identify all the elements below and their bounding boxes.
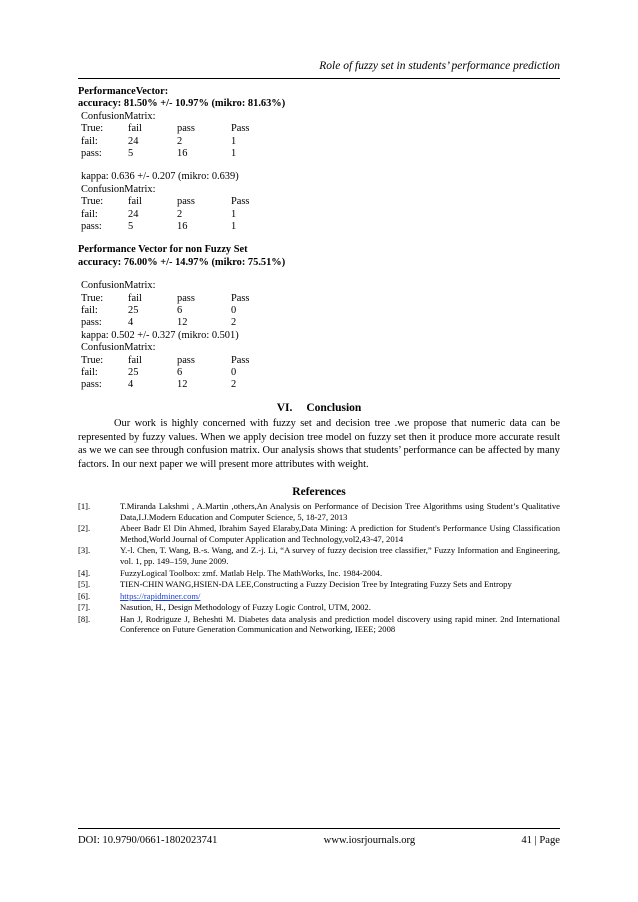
matrix-cell: fail [128, 196, 142, 208]
reference-item [78, 591, 560, 602]
reference-number: [6]. [78, 590, 91, 601]
fuzzy-kappa-block [78, 171, 560, 233]
matrix-cell: 16 [177, 148, 188, 159]
matrix-cell: 5 [128, 148, 134, 159]
matrix-cell: 2 [231, 317, 237, 329]
page-body [78, 86, 560, 636]
fuzzy-accuracy: accuracy: 81.50% +/- 10.97% (mikro: 81.63%) [78, 98, 286, 110]
confusion-matrix-label: ConfusionMatrix: [81, 280, 156, 292]
confusion-matrix-label: ConfusionMatrix: [81, 183, 156, 195]
confusion-matrix-label: ConfusionMatrix: [81, 342, 156, 354]
matrix-cell: 16 [177, 220, 188, 232]
spacer [78, 233, 560, 244]
matrix-row [81, 136, 560, 148]
matrix-cell: 12 [177, 317, 188, 329]
matrix-row [81, 379, 560, 391]
matrix-row [81, 209, 560, 221]
matrix-cell: 2 [231, 379, 237, 391]
section-number: VI. [276, 401, 293, 414]
matrix-cell: True: [81, 292, 104, 304]
reference-item [78, 523, 560, 544]
matrix-cell: 2 [177, 208, 183, 220]
reference-item [78, 568, 560, 579]
matrix-row [81, 196, 560, 208]
footer-site: www.iosrjournals.org [323, 835, 416, 846]
fuzzy-confusion-matrix-1 [78, 111, 560, 161]
matrix-cell: 0 [231, 304, 237, 316]
matrix-cell: 12 [177, 379, 188, 391]
matrix-cell: fail [128, 292, 142, 304]
matrix-cell: Pass [231, 354, 250, 366]
reference-item [78, 602, 560, 613]
matrix-cell: 1 [231, 148, 237, 159]
reference-number: [7]. [78, 602, 91, 613]
matrix-cell: Pass [231, 196, 250, 208]
reference-number: [4]. [78, 567, 91, 578]
matrix-cell: 24 [128, 135, 139, 147]
matrix-cell: 25 [128, 366, 139, 378]
matrix-cell: True: [81, 123, 104, 135]
matrix-cell: 5 [128, 220, 134, 232]
matrix-cell: 6 [177, 304, 183, 316]
header-rule [78, 78, 560, 79]
kappa-line: kappa: 0.502 +/- 0.327 (mikro: 0.501) [81, 329, 239, 341]
nonfuzzy-accuracy: accuracy: 76.00% +/- 14.97% (mikro: 75.51%) [78, 256, 286, 268]
matrix-cell: pass [177, 292, 195, 304]
reference-item [78, 501, 560, 522]
matrix-cell: fail [128, 354, 142, 366]
footer-doi: DOI: 10.9790/0661-1802023741 [78, 835, 218, 846]
running-title: Role of fuzzy set in students’ performance prediction [319, 60, 560, 72]
reference-item [78, 579, 560, 590]
matrix-cell: Pass [231, 292, 250, 304]
matrix-row [81, 221, 560, 233]
conclusion-heading [78, 402, 560, 414]
confusion-matrix-label: ConfusionMatrix: [81, 110, 156, 122]
reference-number: [2]. [78, 523, 91, 534]
spacer [78, 160, 560, 171]
matrix-cell: 2 [177, 135, 183, 147]
kappa-line: kappa: 0.636 +/- 0.207 (mikro: 0.639) [81, 171, 239, 183]
reference-number: [1]. [78, 500, 91, 511]
matrix-cell: 1 [231, 208, 237, 220]
conclusion-paragraph: Our work is highly concerned with fuzzy set and decision tree .we propose that numeric data can be represented by fuzzy values. When we apply decision tree model on fuzzy set then it produce more accurate result as we we can see through confusion matrix. Our analysis shows that students’ performance can be affected by many factors. In our next paper we will present more attributes with weight. [78, 418, 560, 470]
matrix-cell: pass: [81, 220, 102, 232]
reference-text: TIEN-CHIN WANG,HSIEN-DA LEE,Constructing a Fuzzy Decision Tree by Integrating Fuzzy Sets and Entropy [120, 579, 512, 590]
matrix-cell: 0 [231, 366, 237, 378]
reference-link[interactable]: https://rapidminer.com/ [120, 590, 201, 601]
matrix-cell: 4 [128, 379, 134, 391]
matrix-cell: fail: [81, 366, 98, 378]
reference-number: [8]. [78, 613, 91, 624]
matrix-cell: True: [81, 354, 104, 366]
references-heading: References [292, 485, 346, 498]
matrix-cell: Pass [231, 123, 250, 135]
matrix-cell: pass: [81, 379, 102, 391]
footer-row [78, 829, 560, 846]
matrix-cell: fail: [81, 135, 98, 147]
reference-number: [5]. [78, 579, 91, 590]
fuzzy-vector-title: PerformanceVector: [78, 86, 169, 97]
matrix-row [81, 148, 560, 160]
matrix-row [81, 317, 560, 329]
matrix-cell: pass: [81, 148, 102, 159]
matrix-cell: fail: [81, 304, 98, 316]
section-title: Conclusion [306, 401, 362, 414]
reference-number: [3]. [78, 545, 91, 556]
matrix-row [81, 355, 560, 367]
matrix-row [81, 367, 560, 379]
matrix-cell: pass [177, 123, 195, 135]
nonfuzzy-vector-title: Performance Vector for non Fuzzy Set [78, 244, 248, 256]
matrix-cell: fail [128, 123, 142, 135]
matrix-cell: pass: [81, 317, 102, 329]
nonfuzzy-confusion-matrix-1 [78, 280, 560, 392]
matrix-cell: 25 [128, 304, 139, 316]
reference-text: Y.-l. Chen, T. Wang, B.-s. Wang, and Z.-j. Li, “A survey of fuzzy decision tree classifier,” Fuzzy Information and Engineering, vol. 1, pp. 149–159, June 2009. [120, 545, 560, 566]
matrix-cell: 1 [231, 220, 237, 232]
reference-text: T.Miranda Lakshmi , A.Martin ,others,An Analysis on Performance of Decision Tree Algorithms using Student’s Qualitative Data,I.J.Modern Education and Computer Science, 5, 18-27, 2013 [120, 500, 560, 522]
reference-list [78, 501, 560, 635]
matrix-cell: 4 [128, 317, 134, 329]
reference-text: Han J, Rodriguze J, Beheshti M. Diabetes data analysis and prediction model discovery using rapid miner. 2nd International Conference on Future Generation Communication and Networking, IEEE; 2008 [120, 613, 560, 635]
running-header [78, 58, 560, 76]
matrix-cell: fail: [81, 208, 98, 220]
matrix-cell: 6 [177, 366, 183, 378]
reference-item [78, 614, 560, 635]
spacer [78, 269, 560, 280]
reference-text: Abeer Badr El Din Ahmed, Ibrahim Sayed Elaraby,Data Mining: A prediction for Student's Performance Using Classification Method,World Journal of Computer Application and Technology,vol2,43-47, 2014 [120, 523, 560, 544]
matrix-cell: True: [81, 196, 104, 208]
reference-text: FuzzyLogical Toolbox: zmf. Matlab Help. The MathWorks, Inc. 1984-2004. [120, 567, 383, 578]
matrix-cell: 1 [231, 135, 237, 147]
reference-item [78, 545, 560, 566]
matrix-row [81, 123, 560, 135]
matrix-cell: 24 [128, 208, 139, 220]
matrix-cell: pass [177, 354, 195, 366]
matrix-row [81, 293, 560, 305]
page-footer [78, 828, 560, 846]
matrix-cell: pass [177, 196, 195, 208]
matrix-row [81, 305, 560, 317]
footer-page: 41 | Page [521, 835, 560, 846]
reference-text: Nasution, H., Design Methodology of Fuzzy Logic Control, UTM, 2002. [120, 602, 371, 613]
